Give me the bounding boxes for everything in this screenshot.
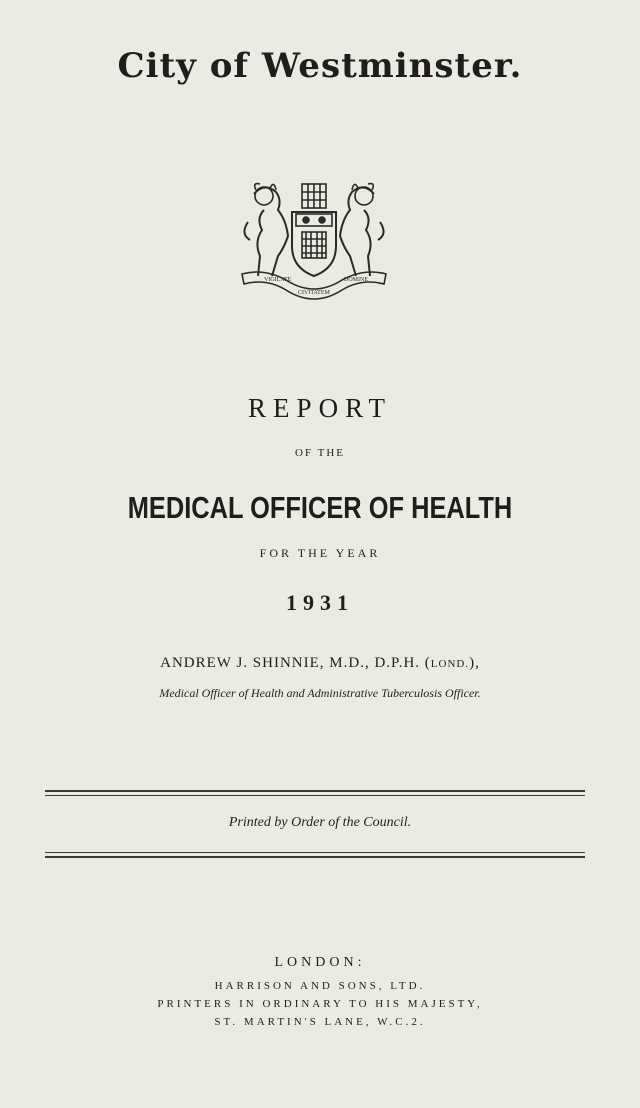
author-role: Medical Officer of Health and Administrative Tuberculosis Officer. — [159, 686, 481, 700]
author-degree-smallcap: LOND. — [430, 658, 470, 670]
divider-top-thin — [45, 795, 585, 796]
author-name — [0, 655, 640, 672]
document-title: MEDICAL OFFICER OF HEALTH — [127, 490, 513, 525]
imprint-city: LONDON: — [274, 955, 366, 970]
report-heading: REPORT — [248, 393, 392, 423]
divider-bottom-thin — [45, 852, 585, 853]
author-name-end: ), — [469, 655, 480, 671]
motto-right-text: DOMINE — [344, 277, 368, 283]
divider-top-thick — [45, 790, 585, 792]
imprint-address: ST. MARTIN'S LANE, W.C.2. — [214, 1016, 426, 1028]
for-the-year-label: FOR THE YEAR — [259, 546, 381, 560]
motto-center-text: CIVITATEM — [298, 290, 330, 296]
coat-of-arms-icon — [234, 176, 394, 306]
motto-left-text: VIGILATE — [264, 277, 292, 283]
imprint-printer-role: PRINTERS IN ORDINARY TO HIS MAJESTY, — [157, 998, 483, 1010]
divider-bottom-thick — [45, 856, 585, 858]
of-the-label: OF THE — [295, 447, 345, 459]
report-year: 1931 — [286, 590, 354, 615]
city-title: City of Westminster. — [117, 46, 523, 86]
imprint-printer: HARRISON AND SONS, LTD. — [214, 980, 426, 992]
printed-by-order-note: Printed by Order of the Council. — [228, 815, 412, 830]
author-name-text: ANDREW J. SHINNIE, M.D., D.P.H. ( — [160, 655, 431, 671]
